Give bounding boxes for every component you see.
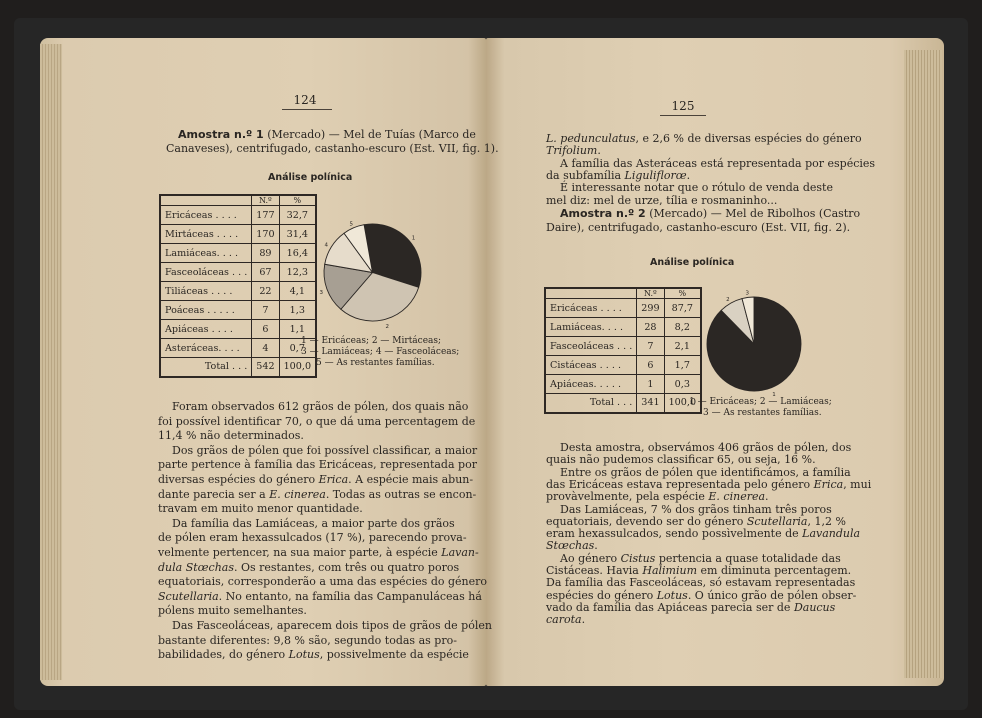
left-analysis-title: Análise polínica: [268, 172, 353, 183]
left-table-cell-pct: 32,7: [279, 206, 316, 225]
right-sample-desc: (Mercado) — Mel de Ribolhos (Castro: [649, 207, 861, 220]
right-pie-label-2: 2: [726, 296, 730, 303]
right-table-cell-pct: 87,7: [664, 299, 701, 318]
left-table-cell-count: 542: [252, 358, 279, 377]
right-table-cell-name: Fasceoláceas . . .: [545, 337, 637, 356]
left-table-cell-pct: 12,3: [279, 263, 316, 282]
right-body-line: vado da família das Apiáceas parecia ser de Daucus: [546, 600, 836, 614]
left-pie-label-1: 1: [411, 235, 416, 242]
right-table-cell-count: 341: [637, 394, 664, 413]
left-sample-desc: (Mercado) — Mel de Tuías (Marco de: [267, 128, 476, 141]
right-table-cell-count: 1: [637, 375, 664, 394]
left-body-line: dula Stœchas. Os restantes, com três ou quatro poros: [158, 560, 460, 574]
right-body-line: provàvelmente, pela espécie E. cinerea.: [546, 490, 769, 504]
right-body-line: Ao género Cistus pertencia a quase totalidade das: [560, 551, 841, 565]
left-pie-label-2: 2: [385, 323, 390, 330]
right-table-cell-pct: 2,1: [664, 337, 701, 356]
right-table-row: [545, 299, 701, 318]
left-table-cell-name: Apiáceas . . . .: [160, 320, 252, 339]
left-table-cell-pct: 16,4: [279, 244, 316, 263]
left-body-line: bastante diferentes: 9,8 % são, segundo todas as pro-: [158, 633, 457, 647]
left-pie-label-5: 5: [349, 221, 353, 228]
right-pie-label-3: 3: [745, 290, 749, 297]
right-pie-legend-line1: 1 — Ericáceas; 2 — Lamiáceas;: [689, 397, 832, 407]
left-table-header-name: [160, 195, 252, 206]
right-table-cell-pct: 1,7: [664, 356, 701, 375]
left-pie-legend-line1: 1 — Ericáceas; 2 — Mirtáceas;: [301, 336, 442, 346]
left-page-number: 124: [293, 93, 317, 107]
left-body-line: Das Fasceoláceas, aparecem dois tipos de grãos de pólen: [172, 619, 492, 632]
right-table-row: [545, 318, 701, 337]
right-table-cell-count: 28: [637, 318, 664, 337]
left-table-cell-count: 7: [252, 301, 279, 320]
right-analysis-title: Análise polínica: [650, 257, 735, 268]
left-body-line: Foram observados 612 grãos de pólen, dos quais não: [172, 400, 469, 413]
right-pie-chart: [698, 288, 810, 400]
left-body-line: foi possível identificar 70, o que dá uma percentagem de: [158, 414, 476, 428]
left-pollen-table: [159, 194, 317, 378]
right-sample-label: Amostra n.º 2: [560, 207, 646, 220]
right-body-top-line: da subfamília Liguliflorœ.: [546, 168, 691, 182]
left-table-cell-pct: 4,1: [279, 282, 316, 301]
right-table-header-count: N.º: [637, 288, 664, 299]
right-table-row: [545, 356, 701, 375]
left-table-cell-name: Ericáceas . . . .: [160, 206, 252, 225]
right-page-number: 125: [671, 99, 695, 113]
left-table-cell-count: 6: [252, 320, 279, 339]
left-table-row: [160, 320, 316, 339]
right-table-row: [545, 375, 701, 394]
left-table-row: [160, 263, 316, 282]
right-table-header-name: [545, 288, 637, 299]
left-body-line: babilidades, do género Lotus, possivelmente da espécie: [158, 648, 469, 662]
right-table-cell-count: 6: [637, 356, 664, 375]
right-body-line: Desta amostra, observámos 406 grãos de pólen, dos: [560, 441, 852, 454]
right-table-cell-count: 7: [637, 337, 664, 356]
right-table-cell-name: Lamiáceas. . . .: [545, 318, 637, 337]
right-sample-header-line1: [560, 207, 860, 220]
left-table-row: [160, 339, 316, 358]
left-body-line: equatoriais, corresponderão a uma das espécies do género: [158, 575, 488, 589]
right-body-line: eram hexassulcados, sendo possìvelmente de Lavandula: [546, 527, 861, 541]
left-page-edges: [40, 44, 62, 680]
right-table-total-row: [545, 394, 701, 413]
right-body-line: equatoriais, devendo ser do género Scutellaria, 1,2 %: [546, 514, 846, 528]
left-table-cell-name: Lamiáceas. . . .: [160, 244, 252, 263]
left-table-cell-count: 89: [252, 244, 279, 263]
left-table-cell-pct: 31,4: [279, 225, 316, 244]
left-pie-label-4: 4: [324, 242, 329, 249]
left-pie-chart: [315, 215, 430, 330]
right-pie-legend-line2: 3 — As restantes famílias.: [703, 408, 822, 418]
right-table-cell-pct: 0,3: [664, 375, 701, 394]
left-table-cell-pct: 100,0: [283, 361, 312, 373]
left-pie-legend-line2: 3 — Lamiáceas; 4 — Fasceoláceas;: [301, 347, 460, 357]
left-table-cell-count: 170: [252, 225, 279, 244]
right-pollen-table: [544, 287, 702, 414]
left-table-row: [160, 301, 316, 320]
right-table-cell-name: Ericáceas . . . .: [545, 299, 637, 318]
left-table-cell-pct: 0,7: [279, 339, 316, 358]
left-body-line: de pólen eram hexassulcados (17 %), parecendo prova-: [158, 531, 467, 545]
right-pie-label-1: 1: [772, 392, 776, 399]
left-table-cell-count: 177: [252, 206, 279, 225]
left-body-line: dante parecia ser a E. cinerea. Todas as outras se encon-: [158, 487, 477, 501]
left-body-line: pólens muito semelhantes.: [158, 604, 307, 618]
left-pie-label-3: 3: [319, 289, 323, 296]
right-body-line: Cistáceas. Havia Halimium em diminuta percentagem.: [546, 564, 852, 577]
right-body-line: Das Lamiáceas, 7 % dos grãos tinham três poros: [560, 502, 832, 516]
left-body-line: parte pertence à família das Ericáceas, representada por: [158, 458, 477, 472]
left-body-line: diversas espécies do género Erica. A espécie mais abun-: [158, 473, 474, 486]
left-table-cell-count: 22: [252, 282, 279, 301]
right-body-line: Stœchas.: [546, 539, 598, 553]
left-page-number-rule: [282, 109, 332, 110]
left-table-cell-pct: 1,1: [279, 320, 316, 339]
right-body-line: quais não pudemos classificar 65, ou seja, 16 %.: [546, 453, 816, 467]
left-sample-label: Amostra n.º 1: [178, 128, 264, 141]
right-table-cell-name: Cistáceas . . . .: [545, 356, 637, 375]
left-table-cell-name: Fasceoláceas . . .: [160, 263, 252, 282]
left-body-line: Dos grãos de pólen que foi possível classificar, a maior: [172, 443, 478, 457]
left-sample-header-line1: [178, 128, 476, 141]
right-sample-header-line2: Daire), centrifugado, castanho-escuro (Est. VII, fig. 2).: [546, 221, 851, 234]
left-table-cell-name: Mirtáceas . . . .: [160, 225, 252, 244]
left-table-row: [160, 244, 316, 263]
right-body-line: Da família das Fasceoláceas, só estavam representadas: [546, 576, 856, 590]
right-body-line: carota.: [546, 613, 586, 627]
left-table-cell-pct: 1,3: [279, 301, 316, 320]
left-table-cell-count: 4: [252, 339, 279, 358]
right-body-top-line: É interessante notar que o rótulo de venda deste: [560, 181, 833, 195]
left-table-row: [160, 225, 316, 244]
left-sample-header-line2: Canaveses), centrifugado, castanho-escuro (Est. VII, fig. 1).: [166, 142, 499, 155]
left-table-header-pct: %: [279, 195, 316, 206]
left-table-cell-name: Asteráceas. . . .: [160, 339, 252, 358]
right-table-header-pct: %: [664, 288, 701, 299]
left-pie-legend-line3: 5 — As restantes famílias.: [316, 358, 435, 368]
left-table-cell-name: Tiliáceas . . . .: [160, 282, 252, 301]
right-body-line: das Ericáceas estava representada pelo género Erica, mui: [546, 477, 872, 491]
right-table-cell-count: 299: [637, 299, 664, 318]
left-table-cell-count: 67: [252, 263, 279, 282]
left-body-line: Da família das Lamiáceas, a maior parte dos grãos: [172, 516, 455, 530]
right-table-cell-name: Total . . .: [545, 394, 637, 413]
left-table-cell-name: Total . . .: [160, 358, 252, 377]
left-body-line: Scutellaria. No entanto, na família das Campanuláceas há: [158, 589, 482, 603]
right-body-top-line: A família das Asteráceas está representada por espécies: [560, 156, 876, 170]
right-page-number-rule: [660, 115, 706, 116]
left-body-line: travam em muito menor quantidade.: [158, 502, 363, 516]
right-table-row: [545, 337, 701, 356]
right-table-cell-name: Apiáceas. . . . .: [545, 375, 637, 394]
right-table-cell-pct: 8,2: [664, 318, 701, 337]
right-page-edges: [904, 50, 942, 678]
left-table-row: [160, 282, 316, 301]
right-body-line: espécies do género Lotus. O único grão de pólen obser-: [546, 588, 857, 602]
left-table-row: [160, 206, 316, 225]
left-body-line: velmente pertencer, na sua maior parte, à espécie Lavan-: [158, 546, 479, 559]
right-body-top-line: L. pedunculatus, e 2,6 % de diversas espécies do género: [546, 132, 862, 145]
left-table-total-row: [160, 358, 316, 377]
left-table-header-count: N.º: [252, 195, 279, 206]
left-body-line: 11,4 % não determinados.: [158, 429, 304, 443]
left-table-cell-name: Poáceas . . . . .: [160, 301, 252, 320]
right-table-cell-pct: 100,0: [668, 397, 697, 409]
right-body-top-line: Trifolium.: [546, 144, 601, 158]
right-body-top-line: mel diz: mel de urze, tília e rosmaninho...: [546, 193, 778, 207]
right-body-line: Entre os grãos de pólen que identificámos, a família: [560, 465, 851, 479]
